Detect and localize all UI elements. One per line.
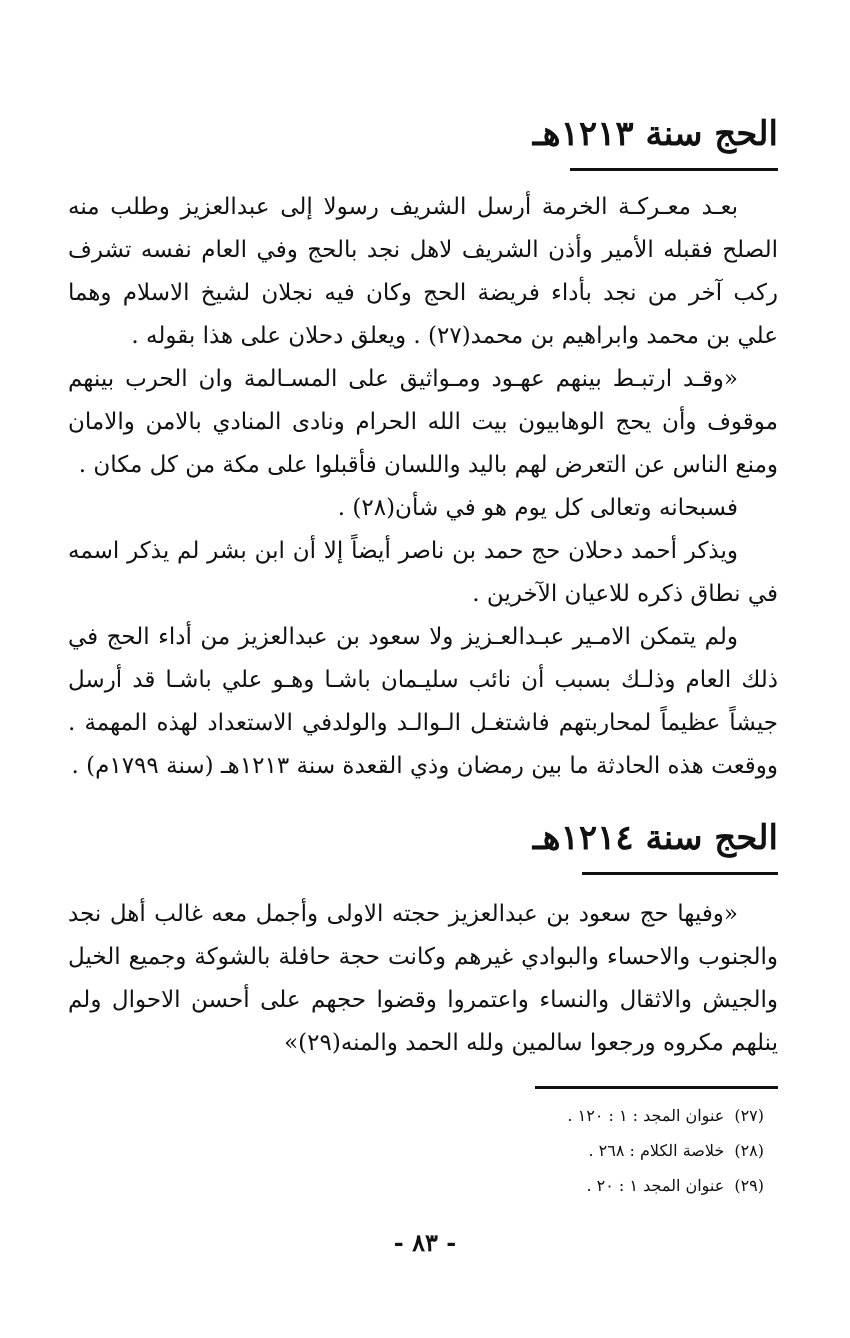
footnote-27 <box>567 1098 764 1133</box>
footnote-text: عنوان المجد : ١ : ١٢٠ . <box>567 1106 725 1125</box>
paragraph-6: «وفيها حج سعود بن عبدالعزيز حجته الاولى وأجمل معه غالب أهل نجد والجنوب والاحساء والبوادي غيرهم وكانت حجة حافلة بالشوكة وجميع الخيل والجيش والاثقال والنساء واعتمروا وقضوا حجهم على أحسن الاحوال ولم ينلهم مكروه ورجعوا سالمين ولله الحمد والمنه(٢٩)» <box>68 901 778 1056</box>
section-heading-1213: الحج سنة ١٢١٣هـ <box>532 114 778 154</box>
paragraph-4: ويذكر أحمد دحلان حج حمد بن ناصر أيضاً إلا أن ابن بشر لم يذكر اسمه في نطاق ذكره للاعيان الآخرين . <box>68 538 778 607</box>
footnote-29 <box>567 1168 764 1203</box>
heading-underline <box>570 168 778 171</box>
footnote-divider <box>535 1086 778 1089</box>
footnote-number: (٢٩) <box>734 1176 764 1195</box>
footnote-number: (٢٧) <box>734 1106 764 1125</box>
footnote-text: خلاصة الكلام : ٢٦٨ . <box>588 1141 725 1160</box>
footnotes <box>567 1098 764 1203</box>
footnote-28 <box>567 1133 764 1168</box>
footnote-number: (٢٨) <box>734 1141 764 1160</box>
paragraph-3: فسبحانه وتعالى كل يوم هو في شأن(٢٨) . <box>337 495 738 521</box>
section-heading-1214: الحج سنة ١٢١٤هـ <box>532 818 778 858</box>
paragraph-2: «وقـد ارتبـط بينهم عهـود ومـواثيق على المسـالمة وان الحرب بينهم موقوف وأن يحج الوهابيون بيت الله الحرام ونادى المنادي بالامن والامان ومنع الناس عن التعرض لهم باليد واللسان فأقبلوا على مكة من كل مكان . <box>68 366 778 478</box>
paragraph-5: ولم يتمكن الامـير عبـدالعـزيز ولا سعود بن عبدالعزيز من أداء الحج في ذلك العام وذلـك بسبب أن نائب سليـمان باشـا وهـو علي باشـا قد أرسل جيشاً عظيماً لمحاربتهم فاشتغـل الـوالـد والولدفي الاستعداد لهذه المهمة . ووقعت هذه الحادثة ما بين رمضان وذي القعدة سنة ١٢١٣هـ (سنة ١٧٩٩م) . <box>68 624 778 779</box>
paragraph-1: بعـد معـركـة الخرمة أرسل الشريف رسولا إلى عبدالعزيز وطلب منه الصلح فقبله الأمير وأذن الشريف لاهل نجد بالحج وفي العام نفسه تشرف ركب آخر من نجد بأداء فريضة الحج وكان فيه نجلان لشيخ الاسلام وهما علي بن محمد وابراهيم بن محمد(٢٧) . ويعلق دحلان على هذا بقوله . <box>68 194 778 349</box>
heading-underline <box>582 872 778 875</box>
footnote-text: عنوان المجد ١ : ٢٠ . <box>586 1176 725 1195</box>
page-number: - ٨٣ - <box>393 1228 457 1257</box>
